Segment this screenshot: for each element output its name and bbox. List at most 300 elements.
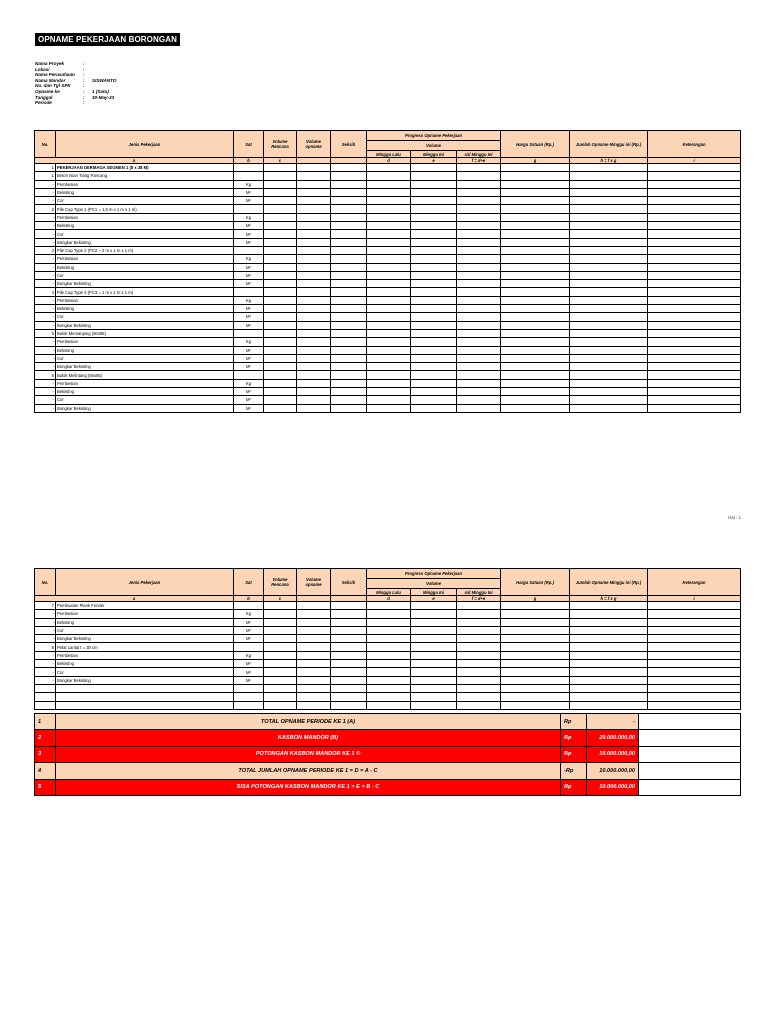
row-number: 1 bbox=[35, 172, 56, 180]
row-unit bbox=[234, 246, 264, 254]
empty-cell bbox=[648, 643, 741, 651]
row-number: - bbox=[35, 660, 56, 668]
empty-cell bbox=[457, 676, 501, 684]
row-description: Bekisting bbox=[56, 188, 234, 196]
summary-label: TOTAL OPNAME PERIODE KE 1 (A) bbox=[56, 714, 561, 730]
table-row bbox=[35, 313, 741, 321]
empty-cell bbox=[297, 602, 331, 610]
empty-cell bbox=[331, 263, 367, 271]
empty-cell bbox=[648, 238, 741, 246]
summary-label: POTONGAN KASBON MANDOR KE 1 © bbox=[56, 746, 561, 762]
empty-cell bbox=[648, 338, 741, 346]
empty-cell bbox=[264, 693, 297, 701]
info-colon: : bbox=[83, 77, 85, 83]
empty-cell bbox=[411, 684, 457, 692]
empty-cell bbox=[367, 205, 411, 213]
empty-cell bbox=[570, 379, 648, 387]
empty-cell bbox=[570, 610, 648, 618]
empty-cell bbox=[457, 213, 501, 221]
summary-label: KASBON MANDOR (B) bbox=[56, 730, 561, 746]
empty-cell bbox=[297, 371, 331, 379]
empty-cell bbox=[264, 271, 297, 279]
empty-cell bbox=[264, 660, 297, 668]
row-description: Bekisting bbox=[56, 660, 234, 668]
empty-cell bbox=[457, 172, 501, 180]
empty-cell bbox=[457, 693, 501, 701]
empty-cell bbox=[648, 379, 741, 387]
empty-cell bbox=[297, 693, 331, 701]
empty-cell bbox=[297, 388, 331, 396]
header-cell: Progress Opname Pekerjaan bbox=[367, 569, 501, 579]
empty-cell bbox=[501, 230, 570, 238]
empty-cell bbox=[411, 188, 457, 196]
empty-cell bbox=[457, 371, 501, 379]
empty-cell bbox=[297, 180, 331, 188]
row-description: Bekisting bbox=[56, 346, 234, 354]
info-label: Lokasi bbox=[35, 66, 50, 72]
table-row bbox=[35, 660, 741, 668]
empty-cell bbox=[457, 188, 501, 196]
empty-cell bbox=[331, 321, 367, 329]
row-description: Pile Cap Type 3 (PC3 = 1 m x 1 m x 1 m) bbox=[56, 288, 234, 296]
empty-cell bbox=[331, 626, 367, 634]
empty-cell bbox=[367, 404, 411, 412]
empty-cell bbox=[331, 280, 367, 288]
header-cell: Sat bbox=[234, 131, 264, 158]
row-description: Cor bbox=[56, 313, 234, 321]
empty-cell bbox=[570, 346, 648, 354]
empty-cell bbox=[367, 363, 411, 371]
column-letter: g bbox=[501, 596, 570, 602]
empty-cell bbox=[264, 213, 297, 221]
empty-cell bbox=[501, 693, 570, 701]
empty-cell bbox=[501, 329, 570, 337]
empty-cell bbox=[367, 213, 411, 221]
empty-cell bbox=[411, 205, 457, 213]
empty-cell bbox=[570, 701, 648, 709]
empty-cell bbox=[264, 255, 297, 263]
empty-cell bbox=[501, 172, 570, 180]
empty-cell bbox=[648, 693, 741, 701]
empty-cell bbox=[367, 626, 411, 634]
header-cell: Jumlah Opname Minggu ini (Rp.) bbox=[570, 131, 648, 158]
row-unit: Kg bbox=[234, 213, 264, 221]
row-number: - bbox=[35, 626, 56, 634]
info-label: Opname ke bbox=[35, 88, 60, 94]
row-unit: M² bbox=[234, 321, 264, 329]
empty-cell bbox=[457, 363, 501, 371]
empty-cell bbox=[411, 246, 457, 254]
row-unit bbox=[234, 205, 264, 213]
empty-cell bbox=[367, 329, 411, 337]
empty-cell bbox=[648, 676, 741, 684]
header-cell: Volume bbox=[367, 579, 501, 589]
empty-cell bbox=[648, 246, 741, 254]
empty-cell bbox=[367, 305, 411, 313]
empty-cell bbox=[367, 676, 411, 684]
empty-cell bbox=[501, 396, 570, 404]
empty-cell bbox=[331, 618, 367, 626]
row-unit: Kg bbox=[234, 180, 264, 188]
empty-cell bbox=[457, 643, 501, 651]
empty-cell bbox=[331, 188, 367, 196]
row-unit: M² bbox=[234, 363, 264, 371]
info-label: No. dan Tgl SPK bbox=[35, 83, 71, 89]
empty-cell bbox=[457, 346, 501, 354]
empty-cell bbox=[648, 172, 741, 180]
empty-cell bbox=[331, 255, 367, 263]
row-number: - bbox=[35, 197, 56, 205]
empty-cell bbox=[297, 626, 331, 634]
empty-cell bbox=[264, 684, 297, 692]
table-row bbox=[35, 379, 741, 387]
header-cell: No. bbox=[35, 131, 56, 158]
empty-cell bbox=[648, 602, 741, 610]
empty-cell bbox=[264, 321, 297, 329]
empty-cell bbox=[501, 164, 570, 172]
empty-cell bbox=[367, 255, 411, 263]
empty-cell bbox=[411, 668, 457, 676]
empty-cell bbox=[331, 180, 367, 188]
row-unit: Kg bbox=[234, 379, 264, 387]
empty-cell bbox=[648, 363, 741, 371]
empty-cell bbox=[457, 180, 501, 188]
row-number: - bbox=[35, 354, 56, 362]
empty-cell bbox=[367, 668, 411, 676]
empty-cell bbox=[411, 230, 457, 238]
empty-cell bbox=[367, 238, 411, 246]
row-unit bbox=[234, 172, 264, 180]
row-number: - bbox=[35, 668, 56, 676]
empty-cell bbox=[501, 280, 570, 288]
row-number: - bbox=[35, 635, 56, 643]
empty-cell bbox=[331, 172, 367, 180]
row-number: - bbox=[35, 296, 56, 304]
empty-cell bbox=[331, 363, 367, 371]
empty-cell bbox=[367, 371, 411, 379]
empty-cell bbox=[457, 271, 501, 279]
empty-cell bbox=[331, 693, 367, 701]
empty-cell bbox=[297, 172, 331, 180]
empty-cell bbox=[264, 338, 297, 346]
empty-cell bbox=[457, 238, 501, 246]
summary-number: 1 bbox=[35, 714, 56, 730]
column-letter: h = f x g bbox=[570, 596, 648, 602]
empty-cell bbox=[264, 288, 297, 296]
row-number: - bbox=[35, 346, 56, 354]
empty-cell bbox=[264, 354, 297, 362]
empty-cell bbox=[570, 271, 648, 279]
row-number: 8 bbox=[35, 643, 56, 651]
empty-cell bbox=[411, 643, 457, 651]
row-description: Pile Cap Type 2 (PC2 = 2 m x 1 m x 1 m) bbox=[56, 246, 234, 254]
header-cell: Minggu Ini bbox=[411, 151, 457, 158]
empty-cell bbox=[331, 388, 367, 396]
row-description: Bekisting bbox=[56, 263, 234, 271]
empty-cell bbox=[411, 693, 457, 701]
table-row bbox=[35, 602, 741, 610]
header-cell: Selisih bbox=[331, 131, 367, 158]
empty-cell bbox=[648, 313, 741, 321]
row-number bbox=[35, 693, 56, 701]
empty-cell bbox=[648, 205, 741, 213]
row-number: - bbox=[35, 388, 56, 396]
empty-cell bbox=[297, 296, 331, 304]
header-cell: Volume Rencana bbox=[264, 569, 297, 596]
empty-cell bbox=[570, 693, 648, 701]
info-colon: : bbox=[83, 100, 85, 106]
empty-cell bbox=[570, 371, 648, 379]
row-unit bbox=[234, 164, 264, 172]
table-row bbox=[35, 246, 741, 254]
info-value: 1 (Satu) bbox=[92, 88, 109, 94]
row-unit: Kg bbox=[234, 651, 264, 659]
header-cell: Sat bbox=[234, 569, 264, 596]
empty-cell bbox=[411, 676, 457, 684]
row-description: Cor bbox=[56, 668, 234, 676]
empty-cell bbox=[264, 602, 297, 610]
empty-cell bbox=[367, 651, 411, 659]
empty-cell bbox=[331, 610, 367, 618]
summary-note-cell bbox=[639, 730, 741, 746]
empty-cell bbox=[648, 213, 741, 221]
summary-currency: Rp bbox=[561, 779, 587, 795]
empty-cell bbox=[264, 371, 297, 379]
empty-cell bbox=[501, 626, 570, 634]
row-unit: M² bbox=[234, 263, 264, 271]
summary-row bbox=[35, 746, 741, 762]
empty-cell bbox=[297, 238, 331, 246]
empty-cell bbox=[297, 618, 331, 626]
empty-cell bbox=[648, 164, 741, 172]
empty-cell bbox=[331, 338, 367, 346]
empty-cell bbox=[297, 164, 331, 172]
empty-cell bbox=[331, 346, 367, 354]
summary-number: 4 bbox=[35, 763, 56, 779]
empty-cell bbox=[411, 164, 457, 172]
empty-cell bbox=[367, 379, 411, 387]
empty-cell bbox=[411, 222, 457, 230]
empty-cell bbox=[501, 610, 570, 618]
empty-cell bbox=[570, 354, 648, 362]
empty-cell bbox=[648, 263, 741, 271]
row-unit: M² bbox=[234, 238, 264, 246]
empty-cell bbox=[264, 396, 297, 404]
empty-cell bbox=[297, 684, 331, 692]
row-description: Bongkar Bekisting bbox=[56, 635, 234, 643]
empty-cell bbox=[501, 668, 570, 676]
empty-cell bbox=[648, 371, 741, 379]
empty-cell bbox=[367, 246, 411, 254]
row-description: Cor bbox=[56, 626, 234, 634]
row-unit: M² bbox=[234, 618, 264, 626]
row-description: Pembesian bbox=[56, 213, 234, 221]
header-cell: Volume opname bbox=[297, 569, 331, 596]
empty-cell bbox=[411, 197, 457, 205]
table-row bbox=[35, 643, 741, 651]
empty-cell bbox=[648, 701, 741, 709]
row-unit: M³ bbox=[234, 313, 264, 321]
empty-cell bbox=[457, 222, 501, 230]
empty-cell bbox=[501, 296, 570, 304]
empty-cell bbox=[367, 660, 411, 668]
empty-cell bbox=[411, 371, 457, 379]
row-number: - bbox=[35, 363, 56, 371]
row-unit: M² bbox=[234, 404, 264, 412]
table-row bbox=[35, 684, 741, 692]
empty-cell bbox=[570, 626, 648, 634]
empty-cell bbox=[331, 668, 367, 676]
row-number: - bbox=[35, 263, 56, 271]
empty-cell bbox=[411, 321, 457, 329]
empty-cell bbox=[297, 246, 331, 254]
summary-number: 3 bbox=[35, 746, 56, 762]
summary-note-cell bbox=[639, 779, 741, 795]
empty-cell bbox=[570, 305, 648, 313]
row-unit: M² bbox=[234, 222, 264, 230]
row-number: 6 bbox=[35, 371, 56, 379]
empty-cell bbox=[501, 197, 570, 205]
empty-cell bbox=[648, 651, 741, 659]
empty-cell bbox=[411, 660, 457, 668]
empty-cell bbox=[264, 668, 297, 676]
empty-cell bbox=[457, 651, 501, 659]
column-letter: d bbox=[367, 596, 411, 602]
empty-cell bbox=[297, 197, 331, 205]
empty-cell bbox=[331, 354, 367, 362]
row-unit: M² bbox=[234, 660, 264, 668]
empty-cell bbox=[367, 197, 411, 205]
column-letter: i bbox=[648, 596, 741, 602]
summary-currency: Rp bbox=[561, 714, 587, 730]
empty-cell bbox=[648, 255, 741, 263]
row-number: - bbox=[35, 321, 56, 329]
row-description: Bekisting bbox=[56, 618, 234, 626]
column-letter: e bbox=[411, 158, 457, 164]
summary-number: 2 bbox=[35, 730, 56, 746]
row-description: PEKERJAAN DERMAGA SEGMEN 1 (8 x 38 M) bbox=[56, 164, 234, 172]
empty-cell bbox=[297, 321, 331, 329]
empty-cell bbox=[570, 230, 648, 238]
header-cell: Selisih bbox=[331, 569, 367, 596]
empty-cell bbox=[331, 213, 367, 221]
empty-cell bbox=[367, 602, 411, 610]
table-row bbox=[35, 354, 741, 362]
empty-cell bbox=[367, 643, 411, 651]
row-description: Pelat Lantai t = 30 cm bbox=[56, 643, 234, 651]
empty-cell bbox=[501, 305, 570, 313]
empty-cell bbox=[570, 238, 648, 246]
empty-cell bbox=[501, 346, 570, 354]
empty-cell bbox=[501, 701, 570, 709]
row-number: 2 bbox=[35, 205, 56, 213]
empty-cell bbox=[297, 313, 331, 321]
empty-cell bbox=[411, 238, 457, 246]
empty-cell bbox=[648, 188, 741, 196]
empty-cell bbox=[297, 379, 331, 387]
table-row bbox=[35, 222, 741, 230]
row-number: - bbox=[35, 188, 56, 196]
summary-row bbox=[35, 730, 741, 746]
table-row bbox=[35, 280, 741, 288]
empty-cell bbox=[411, 363, 457, 371]
empty-cell bbox=[367, 346, 411, 354]
column-letter: g bbox=[501, 158, 570, 164]
empty-cell bbox=[648, 396, 741, 404]
empty-cell bbox=[331, 684, 367, 692]
empty-cell bbox=[570, 321, 648, 329]
empty-cell bbox=[297, 635, 331, 643]
empty-cell bbox=[297, 222, 331, 230]
summary-table bbox=[34, 713, 741, 796]
empty-cell bbox=[501, 371, 570, 379]
row-unit bbox=[234, 643, 264, 651]
table-row bbox=[35, 388, 741, 396]
header-cell: Progress Opname Pekerjaan bbox=[367, 131, 501, 141]
empty-cell bbox=[367, 388, 411, 396]
empty-cell bbox=[501, 684, 570, 692]
header-cell: Jenis Pekerjaan bbox=[56, 569, 234, 596]
empty-cell bbox=[331, 246, 367, 254]
empty-cell bbox=[570, 164, 648, 172]
row-description: Bongkar Bekisting bbox=[56, 363, 234, 371]
empty-cell bbox=[264, 388, 297, 396]
empty-cell bbox=[457, 305, 501, 313]
empty-cell bbox=[570, 296, 648, 304]
header-cell: Jumlah Opname Minggu ini (Rp.) bbox=[570, 569, 648, 596]
row-number bbox=[35, 701, 56, 709]
info-value: SISWANTO bbox=[92, 77, 117, 83]
empty-cell bbox=[264, 329, 297, 337]
table-row bbox=[35, 271, 741, 279]
row-unit: M³ bbox=[234, 197, 264, 205]
empty-cell bbox=[331, 197, 367, 205]
row-description: Pembesian bbox=[56, 296, 234, 304]
empty-cell bbox=[367, 693, 411, 701]
empty-cell bbox=[570, 222, 648, 230]
empty-cell bbox=[411, 354, 457, 362]
empty-cell bbox=[264, 280, 297, 288]
table-row bbox=[35, 404, 741, 412]
empty-cell bbox=[331, 329, 367, 337]
empty-cell bbox=[297, 363, 331, 371]
empty-cell bbox=[501, 602, 570, 610]
empty-cell bbox=[411, 172, 457, 180]
row-description: Bongkar Bekisting bbox=[56, 280, 234, 288]
header-cell: Volume Rencana bbox=[264, 131, 297, 158]
empty-cell bbox=[264, 635, 297, 643]
empty-cell bbox=[331, 701, 367, 709]
empty-cell bbox=[411, 271, 457, 279]
empty-cell bbox=[501, 363, 570, 371]
empty-cell bbox=[264, 296, 297, 304]
empty-cell bbox=[648, 230, 741, 238]
row-number: - bbox=[35, 610, 56, 618]
empty-cell bbox=[367, 188, 411, 196]
empty-cell bbox=[648, 618, 741, 626]
empty-cell bbox=[411, 396, 457, 404]
empty-cell bbox=[457, 354, 501, 362]
row-description bbox=[56, 693, 234, 701]
empty-cell bbox=[297, 230, 331, 238]
table-row bbox=[35, 396, 741, 404]
info-label: Nama Proyek bbox=[35, 61, 65, 66]
empty-cell bbox=[331, 379, 367, 387]
table-row bbox=[35, 618, 741, 626]
row-number: - bbox=[35, 180, 56, 188]
empty-cell bbox=[264, 363, 297, 371]
row-unit: M² bbox=[234, 388, 264, 396]
